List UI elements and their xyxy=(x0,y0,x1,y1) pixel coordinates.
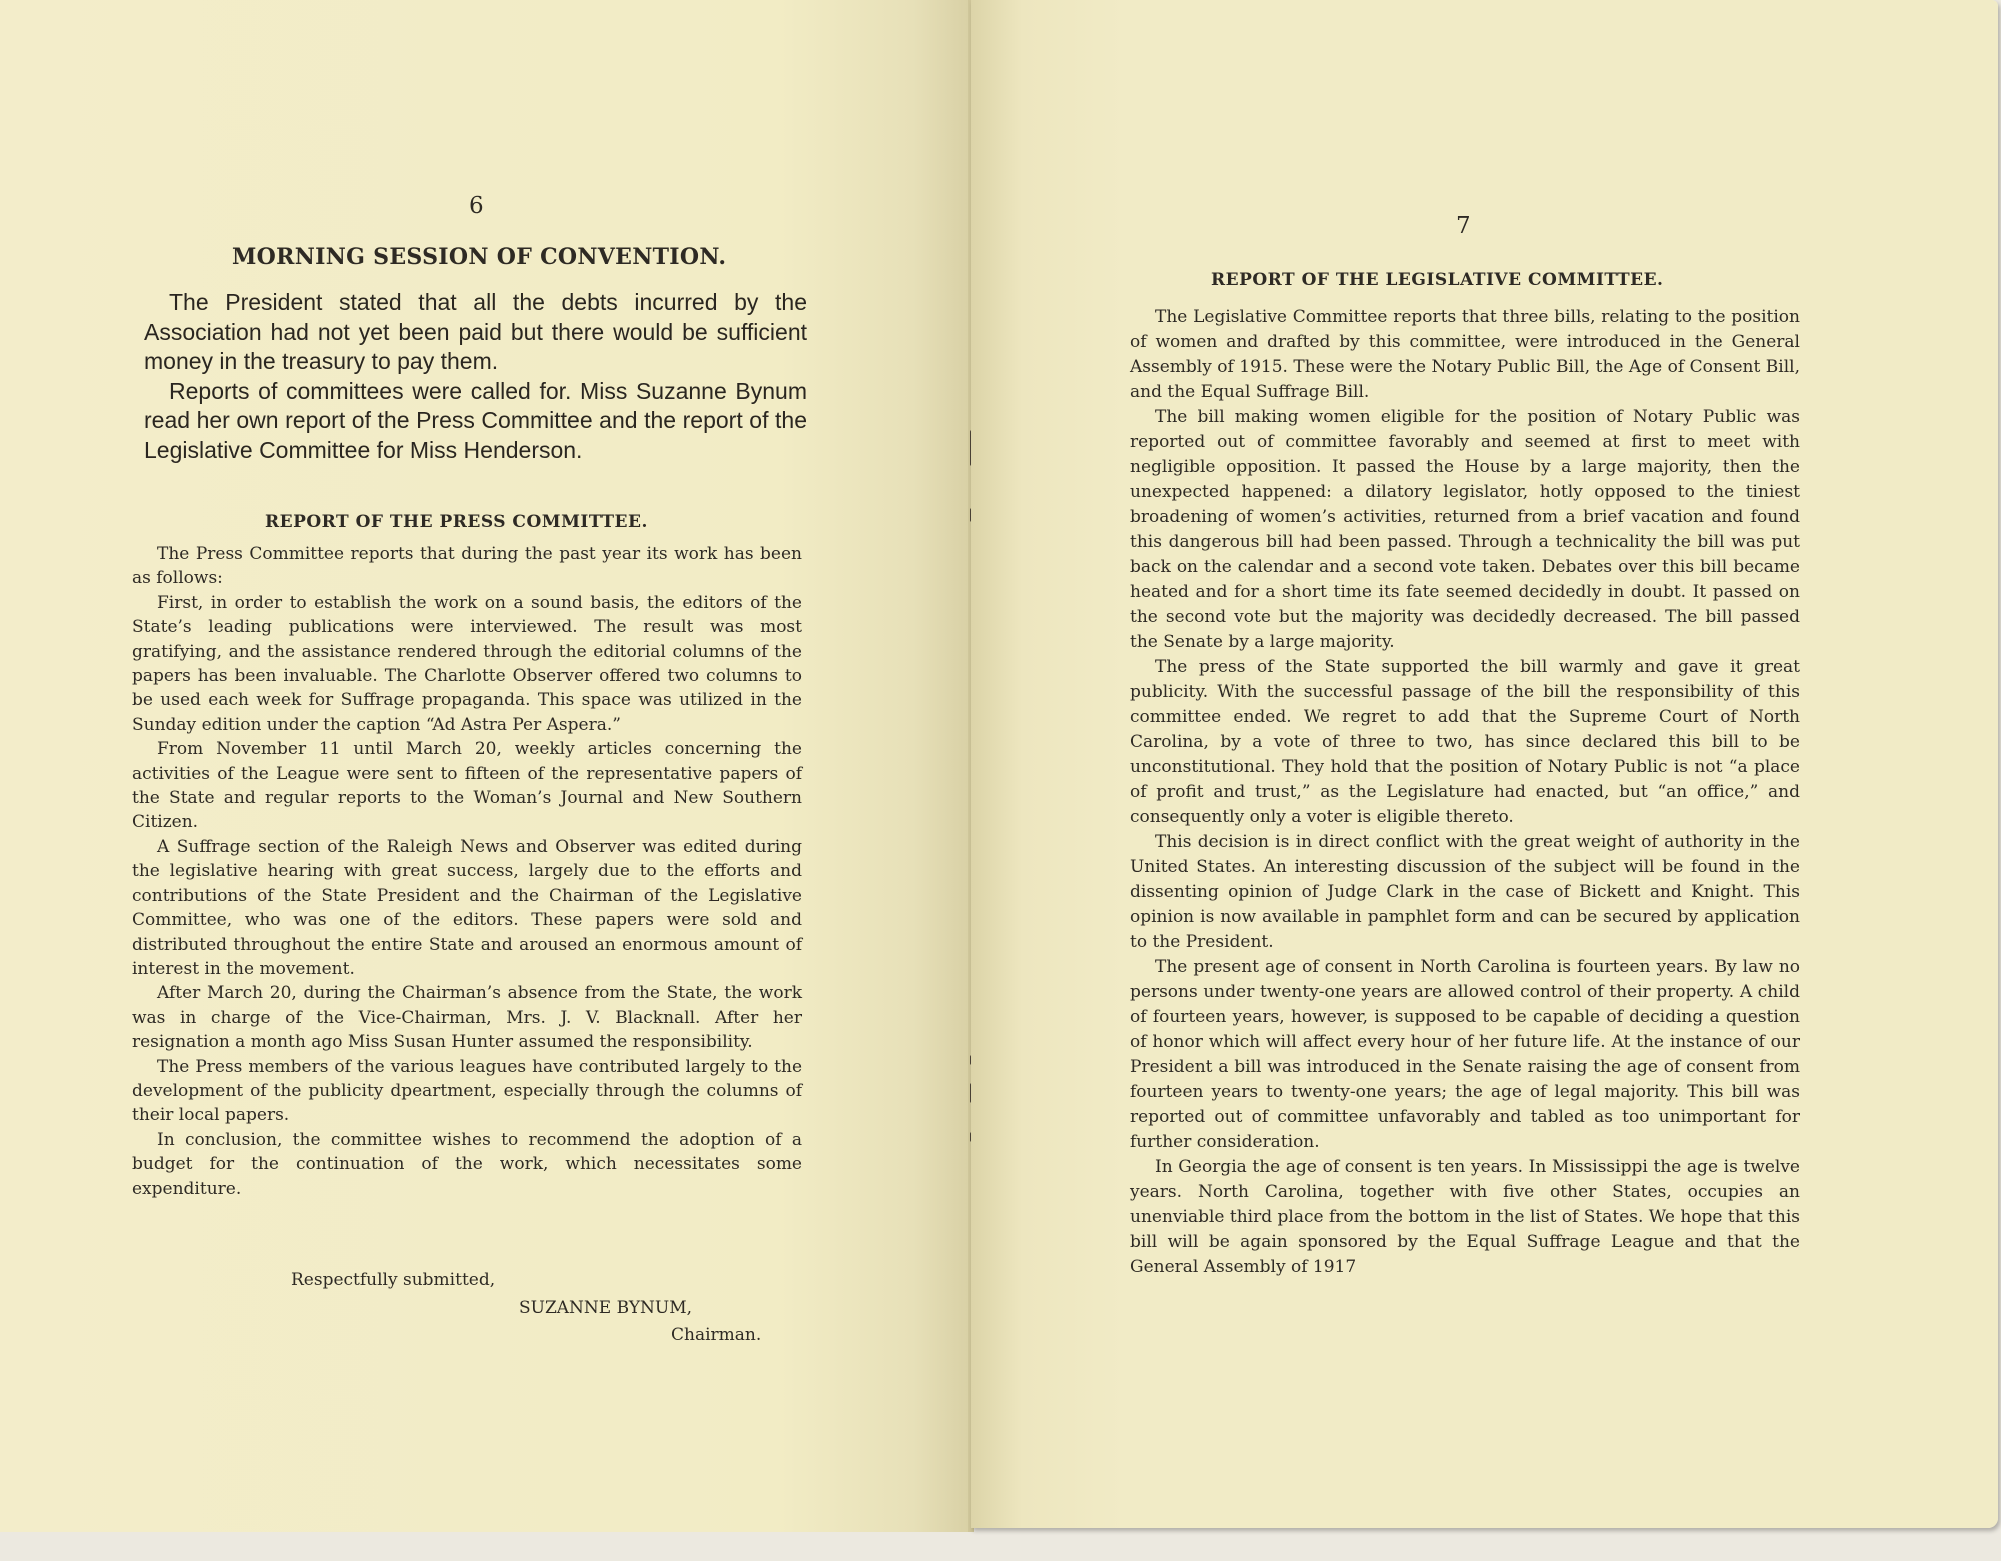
page-number: 6 xyxy=(469,193,484,219)
session-heading: MORNING SESSION OF CONVENTION. xyxy=(232,244,727,270)
report-paragraph: In conclusion, the committee wishes to recommend the adoption of a budget for the continuation of the work, which necessitates some expenditure. xyxy=(132,1129,802,1199)
left-page xyxy=(0,0,971,1532)
signature-title: Chairman. xyxy=(671,1325,762,1345)
report-paragraph: The Legislative Committee reports that three bills, relating to the position of women and drafted by this committee, were introduced in the General Assembly of 1915. These were the Notary Public Bill, the Age of Consent Bill, and the Equal Suffrage Bill. xyxy=(1130,307,1800,402)
report-paragraph: After March 20, during the Chairman’s absence from the State, the work was in charge of the Vice-Chairman, Mrs. J. V. Blacknall. After her resignation a month ago Miss Susan Hunter assumed the responsibility. xyxy=(132,983,802,1053)
report-paragraph: The present age of consent in North Carolina is fourteen years. By law no persons under twenty-one years are allowed control of their property. A child of fourteen years, however, is supposed to be capable of deciding a question of honor which will affect every hour of her future life. At the instance of our President a bill was introduced in the Senate raising the age of consent from fourteen years to twenty-one years; the age of legal majority. This bill was reported out of committee unfavorably and tabled as too unimportant for further consideration. xyxy=(1130,957,1800,1152)
report-paragraph: In Georgia the age of consent is ten years. In Mississippi the age is twelve years. North Carolina, together with five other States, occupies an unenviable third place from the bottom in the list of States. We hope that this bill will be again sponsored by the Equal Suffrage League and that the General Assembly of 1917 xyxy=(1130,1157,1800,1277)
session-intro xyxy=(144,288,807,465)
report-paragraph: The Press members of the various leagues have contributed largely to the development of the publicity dpeartment, especially through the columns of their local papers. xyxy=(132,1056,802,1126)
signature: SUZANNE BYNUM, xyxy=(519,1298,693,1318)
legislative-report-body xyxy=(1130,305,1800,1280)
press-report-body xyxy=(132,542,802,1201)
report-paragraph: The press of the State supported the bill warmly and gave it great publicity. With the successful passage of the bill the responsibility of this committee ended. We regret to add that the Supreme Court of North Carolina, by a vote of three to two, has since declared this bill to be unconstitutional. They hold that the position of Notary Public is not “a place of profit and trust,” as the Legislature had enacted, but “an office,” and consequently only a voter is eligible thereto. xyxy=(1130,657,1800,827)
intro-paragraph: Reports of committees were called for. Miss Suzanne Bynum read her own report of the Press Committee and the report of the Legislative Committee for Miss Henderson. xyxy=(144,377,807,463)
legislative-report-heading: REPORT OF THE LEGISLATIVE COMMITTEE. xyxy=(1211,270,1664,290)
report-paragraph: The bill making women eligible for the position of Notary Public was reported out of committee favorably and seemed at first to meet with negligible opposition. It passed the House by a large majority, then the unexpected happened: a dilatory legislator, hotly opposed to the tiniest broadening of women’s activities, returned from a brief vacation and found this dangerous bill had been passed. Through a technicality the bill was put back on the calendar and a second vote taken. Debates over this bill became heated and for a short time its fate seemed decidedly in doubt. It passed on the second vote but the majority was decidedly decreased. The bill passed the Senate by a large majority. xyxy=(1130,407,1800,652)
page-number: 7 xyxy=(1456,213,1471,239)
press-report-heading: REPORT OF THE PRESS COMMITTEE. xyxy=(265,512,648,532)
report-paragraph: From November 11 until March 20, weekly articles concerning the activities of the League were sent to fifteen of the representative papers of the State and regular reports to the Woman’s Journal and New Southern Citizen. xyxy=(132,739,802,833)
report-paragraph: This decision is in direct conflict with the great weight of authority in the United States. An interesting discussion of the subject will be found in the dissenting opinion of Judge Clark in the case of Bickett and Knight. This opinion is now available in pamphlet form and can be secured by application to the President. xyxy=(1130,832,1800,952)
report-paragraph: The Press Committee reports that during the past year its work has been as follows: xyxy=(132,544,802,589)
report-paragraph: A Suffrage section of the Raleigh News and Observer was edited during the legislative hearing with great success, largely due to the efforts and contributions of the State President and the Chairman of the Legislative Committee, who was one of the editors. These papers were sold and distributed throughout the entire State and aroused an enormous amount of interest in the movement. xyxy=(132,836,802,979)
closing-line: Respectfully submitted, xyxy=(291,1270,496,1290)
report-paragraph: First, in order to establish the work on a sound basis, the editors of the State’s leading publications were interviewed. The result was most gratifying, and the assistance rendered through the editorial columns of the papers has been invaluable. The Charlotte Observer offered two columns to be used each week for Suffrage propaganda. This space was utilized in the Sunday edition under the caption “Ad Astra Per Aspera.” xyxy=(132,592,802,735)
intro-paragraph: The President stated that all the debts incurred by the Association had not yet been paid but there would be sufficient money in the treasury to pay them. xyxy=(144,289,807,374)
